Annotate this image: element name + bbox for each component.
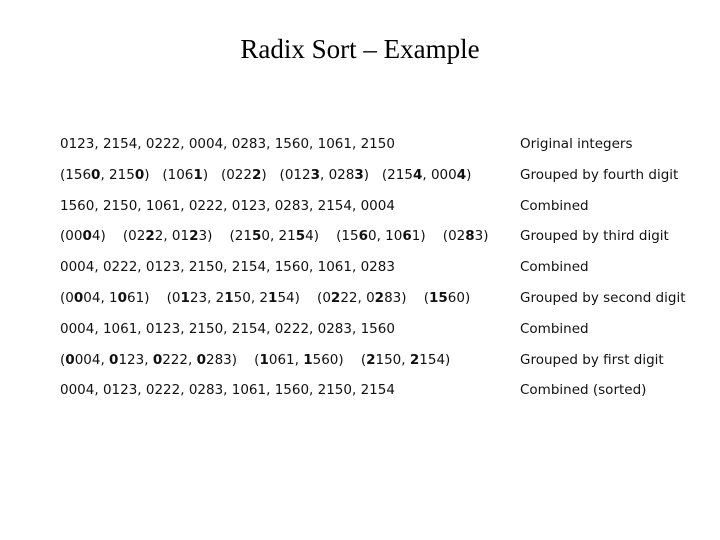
highlighted-digit: 1 bbox=[303, 351, 313, 368]
table-row bbox=[60, 198, 700, 229]
sequence-text: 150, bbox=[375, 351, 410, 368]
sequence-text: 4) (15 bbox=[305, 228, 359, 245]
highlighted-digit: 5 bbox=[438, 289, 448, 306]
radix-sort-table bbox=[60, 136, 700, 413]
highlighted-digit: 4 bbox=[412, 166, 423, 183]
sequence-text: ) (106 bbox=[144, 166, 194, 183]
highlighted-digit: 8 bbox=[465, 228, 475, 245]
highlighted-digit: 1 bbox=[259, 351, 269, 368]
highlighted-digit: 0 bbox=[109, 351, 119, 368]
sequence-text: 222, bbox=[162, 351, 197, 368]
sequence-text: 0, 10 bbox=[368, 228, 403, 245]
number-sequence bbox=[60, 167, 471, 183]
number-sequence bbox=[60, 228, 489, 244]
table-row bbox=[60, 167, 700, 198]
highlighted-digit: 2 bbox=[145, 228, 155, 245]
step-description: Grouped by fourth digit bbox=[520, 166, 679, 183]
step-description: Grouped by first digit bbox=[520, 351, 664, 368]
number-sequence bbox=[60, 321, 395, 337]
sequence-text: 061, bbox=[268, 351, 304, 368]
highlighted-digit: 6 bbox=[402, 228, 412, 245]
highlighted-digit: 2 bbox=[374, 289, 385, 306]
highlighted-digit: 6 bbox=[358, 228, 369, 245]
sequence-text: 1560, 2150, 1061, 0222, 0123, 0283, 2154, 0004 bbox=[60, 197, 395, 214]
highlighted-digit: 0 bbox=[73, 289, 84, 306]
step-description: Combined bbox=[520, 259, 589, 276]
sequence-text: 2, 01 bbox=[154, 228, 190, 245]
sequence-text: (00 bbox=[60, 228, 83, 245]
highlighted-digit: 0 bbox=[91, 166, 101, 183]
table-row bbox=[60, 259, 700, 290]
sequence-text: 0123, 2154, 0222, 0004, 0283, 1560, 1061, 2150 bbox=[60, 136, 395, 152]
highlighted-digit: 2 bbox=[330, 289, 341, 306]
highlighted-digit: 2 bbox=[252, 166, 262, 183]
sequence-text: 04, 1 bbox=[83, 289, 118, 306]
sequence-text: 0004, 1061, 0123, 2150, 2154, 0222, 0283, 1560 bbox=[60, 320, 395, 337]
highlighted-digit: 1 bbox=[193, 166, 203, 183]
sequence-text: 560) ( bbox=[312, 351, 367, 368]
highlighted-digit: 0 bbox=[134, 166, 145, 183]
highlighted-digit: 5 bbox=[295, 228, 306, 245]
step-description: Combined bbox=[520, 197, 589, 214]
highlighted-digit: 3 bbox=[354, 166, 364, 183]
step-description: Combined bbox=[520, 320, 589, 337]
highlighted-digit: 1 bbox=[428, 289, 439, 306]
sequence-text: 0004, 0222, 0123, 2150, 2154, 1560, 1061, 0283 bbox=[60, 259, 395, 276]
sequence-text: 22, 0 bbox=[340, 289, 375, 306]
table-row bbox=[60, 382, 700, 413]
number-sequence bbox=[60, 352, 450, 368]
sequence-text: ) (012 bbox=[261, 166, 311, 183]
sequence-text: 60) bbox=[447, 289, 471, 306]
highlighted-digit: 1 bbox=[180, 289, 190, 306]
highlighted-digit: 0 bbox=[196, 351, 206, 368]
sequence-text: 283) ( bbox=[205, 351, 260, 368]
number-sequence bbox=[60, 290, 470, 306]
sequence-text: 3) bbox=[474, 228, 489, 245]
step-description: Original integers bbox=[520, 136, 633, 152]
sequence-text: 0, 21 bbox=[261, 228, 296, 245]
sequence-text: 1) (02 bbox=[411, 228, 466, 245]
table-row bbox=[60, 136, 700, 167]
sequence-text: (0 bbox=[60, 289, 74, 306]
sequence-text: , 215 bbox=[100, 166, 135, 183]
number-sequence bbox=[60, 136, 395, 152]
number-sequence bbox=[60, 259, 395, 275]
sequence-text: 3) (21 bbox=[198, 228, 252, 245]
sequence-text: , 000 bbox=[422, 166, 457, 183]
highlighted-digit: 1 bbox=[224, 289, 234, 306]
step-description: Grouped by second digit bbox=[520, 289, 686, 306]
sequence-text: 154) bbox=[419, 351, 451, 368]
sequence-text: 23, 2 bbox=[189, 289, 225, 306]
sequence-text: 61) (0 bbox=[127, 289, 181, 306]
sequence-text: ) (215 bbox=[363, 166, 413, 183]
highlighted-digit: 0 bbox=[117, 289, 128, 306]
highlighted-digit: 2 bbox=[366, 351, 376, 368]
sequence-text: 004, bbox=[74, 351, 110, 368]
number-sequence bbox=[60, 382, 395, 398]
highlighted-digit: 3 bbox=[310, 166, 320, 183]
sequence-text: 123, bbox=[118, 351, 153, 368]
sequence-text: (156 bbox=[60, 166, 92, 183]
sequence-text: 83) ( bbox=[384, 289, 429, 306]
highlighted-digit: 5 bbox=[251, 228, 262, 245]
sequence-text: 54) (0 bbox=[277, 289, 331, 306]
slide-title: Radix Sort – Example bbox=[240, 34, 480, 64]
highlighted-digit: 1 bbox=[268, 289, 278, 306]
highlighted-digit: 0 bbox=[82, 228, 92, 245]
step-description: Grouped by third digit bbox=[520, 228, 669, 245]
highlighted-digit: 4 bbox=[456, 166, 467, 183]
table-row bbox=[60, 290, 700, 321]
number-sequence bbox=[60, 198, 395, 214]
highlighted-digit: 2 bbox=[409, 351, 420, 368]
table-row bbox=[60, 352, 700, 383]
sequence-text: 50, 2 bbox=[233, 289, 269, 306]
sequence-text: ) (022 bbox=[202, 166, 252, 183]
table-row bbox=[60, 321, 700, 352]
highlighted-digit: 0 bbox=[152, 351, 163, 368]
sequence-text: ) bbox=[466, 166, 472, 183]
sequence-text: ( bbox=[60, 351, 66, 368]
sequence-text: , 028 bbox=[320, 166, 355, 183]
table-row bbox=[60, 228, 700, 259]
highlighted-digit: 2 bbox=[189, 228, 199, 245]
highlighted-digit: 0 bbox=[65, 351, 75, 368]
sequence-text: 0004, 0123, 0222, 0283, 1061, 1560, 2150, 2154 bbox=[60, 382, 395, 399]
step-description: Combined (sorted) bbox=[520, 382, 647, 399]
sequence-text: 4) (02 bbox=[91, 228, 146, 245]
